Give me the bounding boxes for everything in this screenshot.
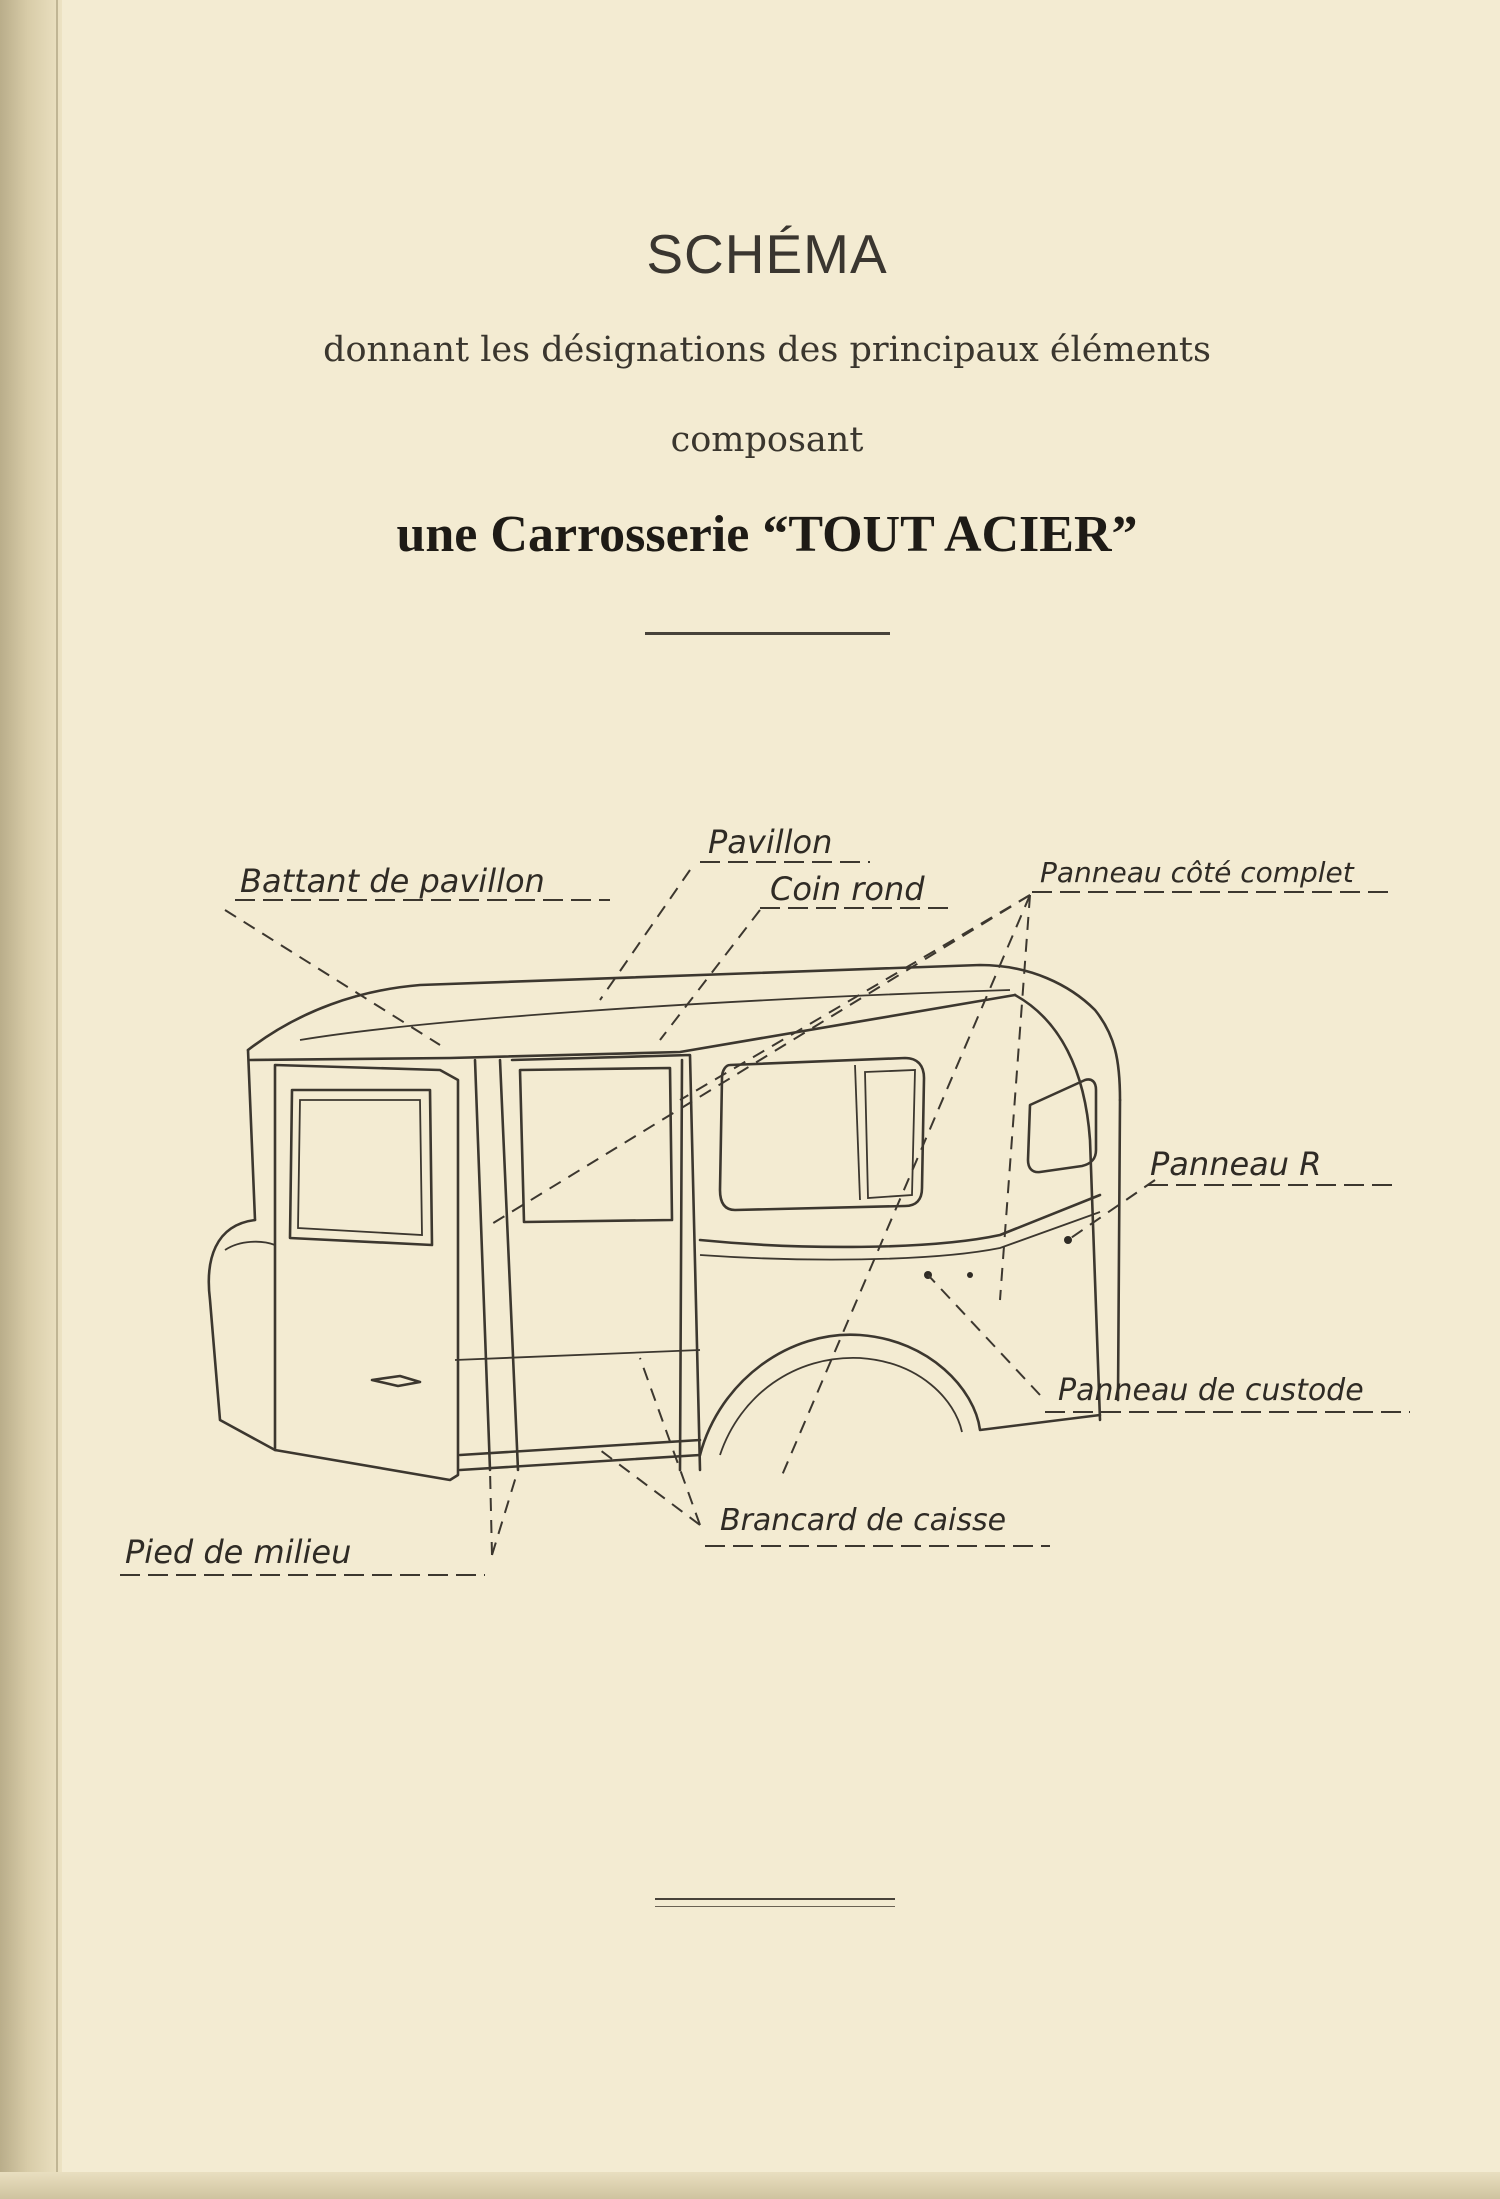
label-coin-rond: Coin rond bbox=[770, 870, 925, 908]
rear-quarter-window bbox=[1028, 1079, 1096, 1172]
front-cowl bbox=[209, 1220, 275, 1450]
cowl-line bbox=[225, 1242, 275, 1250]
label-pied-de-milieu: Pied de milieu bbox=[125, 1533, 352, 1571]
leader-pied-2 bbox=[492, 1470, 518, 1555]
car-body-drawing bbox=[209, 965, 1120, 1480]
page-subtitle: donnant les désignations des principaux éléments bbox=[323, 330, 1211, 370]
rear-back-edge bbox=[1118, 1100, 1120, 1400]
door-handle bbox=[372, 1376, 420, 1386]
rear-wheel-arch-inner bbox=[720, 1358, 962, 1455]
leader-cote-3 bbox=[780, 895, 1030, 1480]
roof-front-edge bbox=[250, 995, 1015, 1060]
leader-custode bbox=[928, 1275, 1040, 1395]
windshield-pillar bbox=[248, 1050, 255, 1220]
roof-outline bbox=[248, 965, 1120, 1100]
label-panneau-r: Panneau R bbox=[1150, 1145, 1322, 1183]
label-panneau-de-custode: Panneau de custode bbox=[1058, 1373, 1364, 1408]
rear-door-window bbox=[520, 1068, 672, 1222]
middle-pillar-rear bbox=[500, 1060, 518, 1470]
leader-pied-1 bbox=[490, 1470, 492, 1555]
leader-cote-1 bbox=[490, 895, 1030, 1225]
label-pavillon: Pavillon bbox=[708, 823, 833, 861]
body-type-heading: une Carrosserie “TOUT ACIER” bbox=[396, 506, 1138, 563]
label-brancard-de-caisse: Brancard de caisse bbox=[720, 1503, 1007, 1538]
panel-r-point bbox=[1064, 1236, 1072, 1244]
label-panneau-cote-complet: Panneau côté complet bbox=[1040, 856, 1354, 889]
sill-top bbox=[460, 1440, 700, 1455]
leader-lines bbox=[225, 870, 1155, 1555]
rear-side-window bbox=[720, 1058, 924, 1210]
label-battant-de-pavillon: Battant de pavillon bbox=[240, 862, 545, 900]
leader-battant bbox=[225, 910, 440, 1045]
belt-line bbox=[700, 1195, 1100, 1247]
composing-text: composant bbox=[670, 420, 864, 460]
diagram-labels bbox=[120, 823, 1410, 1575]
leader-pavillon bbox=[600, 870, 690, 1000]
leader-panneau-r bbox=[1068, 1180, 1155, 1240]
rear-side-window-inner bbox=[865, 1070, 915, 1198]
rear-pillar bbox=[1015, 995, 1100, 1420]
rear-door-post bbox=[680, 1060, 682, 1470]
front-door-window-inner bbox=[298, 1100, 422, 1235]
sill-bottom bbox=[460, 1455, 700, 1470]
front-door-window bbox=[290, 1090, 432, 1245]
custode-point-2 bbox=[967, 1272, 973, 1278]
middle-pillar-front bbox=[475, 1060, 490, 1470]
floor-line bbox=[455, 1350, 700, 1360]
page-title: SCHÉMA bbox=[646, 223, 888, 285]
rear-side-window-divider bbox=[855, 1065, 860, 1200]
